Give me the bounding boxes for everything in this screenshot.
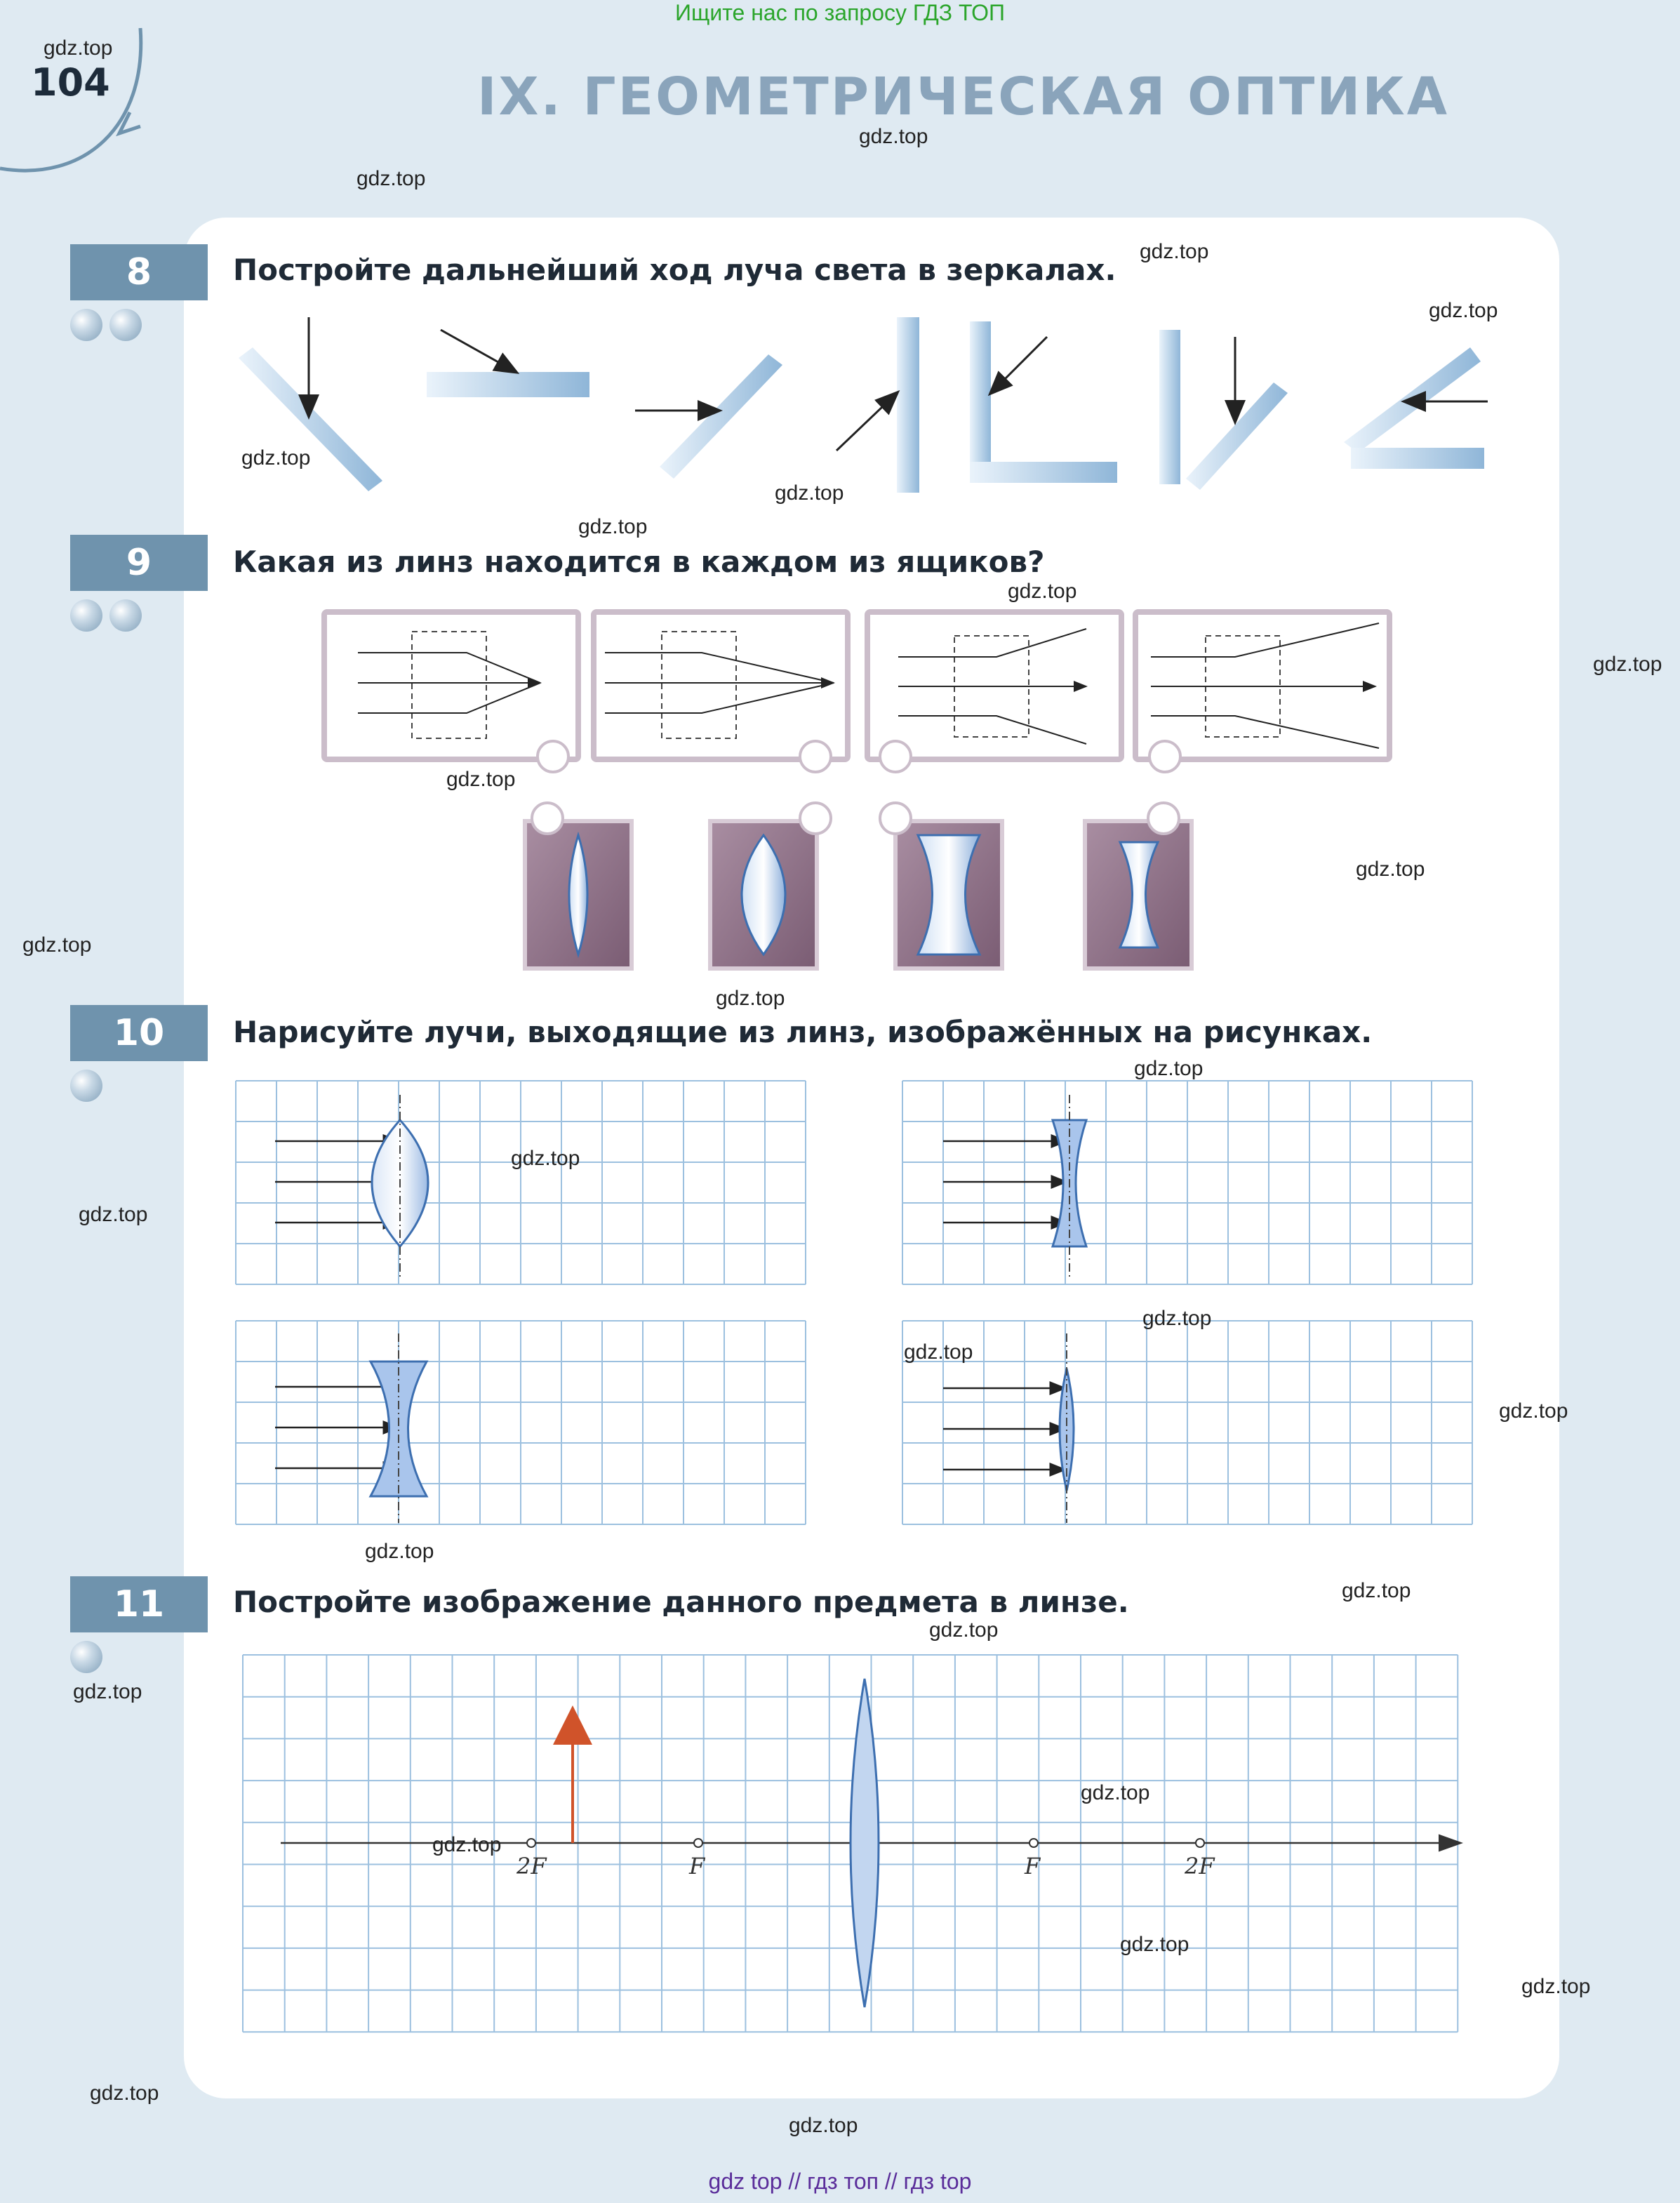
page-number: 104: [31, 60, 110, 105]
mirrors-diagram: [0, 295, 1680, 575]
lens-tile-thick-convex: [710, 803, 831, 969]
task-number-badge: 11: [70, 1576, 208, 1632]
task-text: Постройте дальнейший ход луча света в зеркалах.: [233, 253, 1116, 287]
focal-point: [527, 1839, 535, 1847]
watermark: gdz.top: [716, 987, 785, 1010]
chapter-title: IX. ГЕОМЕТРИЧЕСКАЯ ОПТИКА: [477, 67, 1450, 127]
lens-rays-grids: [0, 1067, 1680, 1558]
watermark: gdz.top: [1008, 580, 1077, 603]
search-banner[interactable]: Ищите нас по запросу ГДЗ ТОП: [675, 0, 1005, 25]
watermark: gdz.top: [1140, 240, 1209, 263]
lens-tile-thick-concave: [880, 803, 1002, 969]
mirror-2: [427, 330, 589, 397]
watermark: gdz.top: [44, 36, 113, 60]
watermark: gdz.top: [1081, 1781, 1150, 1804]
converging-lens: [851, 1679, 879, 2007]
watermark: gdz.top: [1593, 653, 1662, 676]
label-f-left: F: [689, 1853, 705, 1879]
mirror-5: [970, 321, 1117, 483]
ray-box-3: [867, 612, 1121, 759]
watermark: gdz.top: [1521, 1975, 1591, 1998]
lens-tile-thin-concave: [1085, 803, 1192, 969]
task-text: Постройте изображение данного предмета в линзе.: [233, 1585, 1129, 1619]
focal-point: [1196, 1839, 1204, 1847]
answer-circle[interactable]: [880, 803, 911, 834]
watermark: gdz.top: [929, 1618, 999, 1642]
watermark: gdz.top: [578, 515, 648, 538]
watermark: gdz.top: [22, 933, 92, 957]
mirror-7: [1344, 347, 1488, 469]
watermark: gdz.top: [90, 2082, 159, 2105]
lens-tile-thin-convex: [525, 803, 632, 969]
grid-panel-diverging-thick: [236, 1321, 806, 1524]
task-number-badge: 10: [70, 1005, 208, 1061]
watermark: gdz.top: [241, 446, 311, 470]
ray-box-1: [324, 612, 578, 759]
answer-circle[interactable]: [1149, 741, 1180, 772]
watermark: gdz.top: [789, 2114, 858, 2137]
mirror-6: [1159, 330, 1288, 490]
watermark: gdz.top: [859, 125, 928, 148]
watermark: gdz.top: [1120, 1933, 1189, 1956]
watermark: gdz.top: [1134, 1057, 1204, 1080]
focal-point: [1029, 1839, 1038, 1847]
task-number-badge: 8: [70, 244, 208, 300]
mirror-4: [836, 317, 919, 493]
answer-circle[interactable]: [880, 741, 911, 772]
watermark: gdz.top: [356, 167, 426, 190]
footer-links[interactable]: gdz top // гдз топ // гдз top: [708, 2169, 972, 2194]
answer-circle[interactable]: [800, 741, 831, 772]
watermark: gdz.top: [1499, 1399, 1568, 1423]
watermark: gdz.top: [775, 481, 844, 505]
grid-panel-converging-thin: [902, 1321, 1472, 1524]
watermark: gdz.top: [432, 1833, 502, 1856]
task-number-badge: 9: [70, 535, 208, 591]
label-2f-left: 2F: [516, 1853, 547, 1879]
watermark: gdz.top: [1429, 299, 1498, 322]
image-construction-grid: [0, 1635, 1680, 2028]
watermark: gdz.top: [1342, 1579, 1411, 1602]
watermark: gdz.top: [511, 1147, 580, 1170]
watermark: gdz.top: [446, 768, 516, 791]
label-f-right: F: [1025, 1853, 1041, 1879]
watermark: gdz.top: [79, 1203, 148, 1226]
lens-boxes-diagram: [0, 604, 1680, 983]
ray-box-2: [594, 612, 848, 759]
task-text: Нарисуйте лучи, выходящие из линз, изображённых на рисунках.: [233, 1015, 1373, 1049]
grid-panel-diverging-thin: [902, 1081, 1472, 1284]
watermark: gdz.top: [73, 1680, 142, 1703]
answer-circle[interactable]: [532, 803, 563, 834]
answer-circle[interactable]: [538, 741, 568, 772]
watermark: gdz.top: [1142, 1307, 1212, 1330]
grid-panel-converging: [236, 1081, 806, 1284]
focal-point: [694, 1839, 702, 1847]
label-2f-right: 2F: [1185, 1853, 1215, 1879]
watermark: gdz.top: [904, 1340, 973, 1364]
watermark: gdz.top: [1356, 858, 1425, 881]
mirror-3: [635, 354, 782, 479]
watermark: gdz.top: [365, 1540, 434, 1563]
task-text: Какая из линз находится в каждом из ящиков?: [233, 545, 1045, 579]
answer-circle[interactable]: [1148, 803, 1179, 834]
ray-box-4: [1135, 612, 1389, 759]
answer-circle[interactable]: [800, 803, 831, 834]
